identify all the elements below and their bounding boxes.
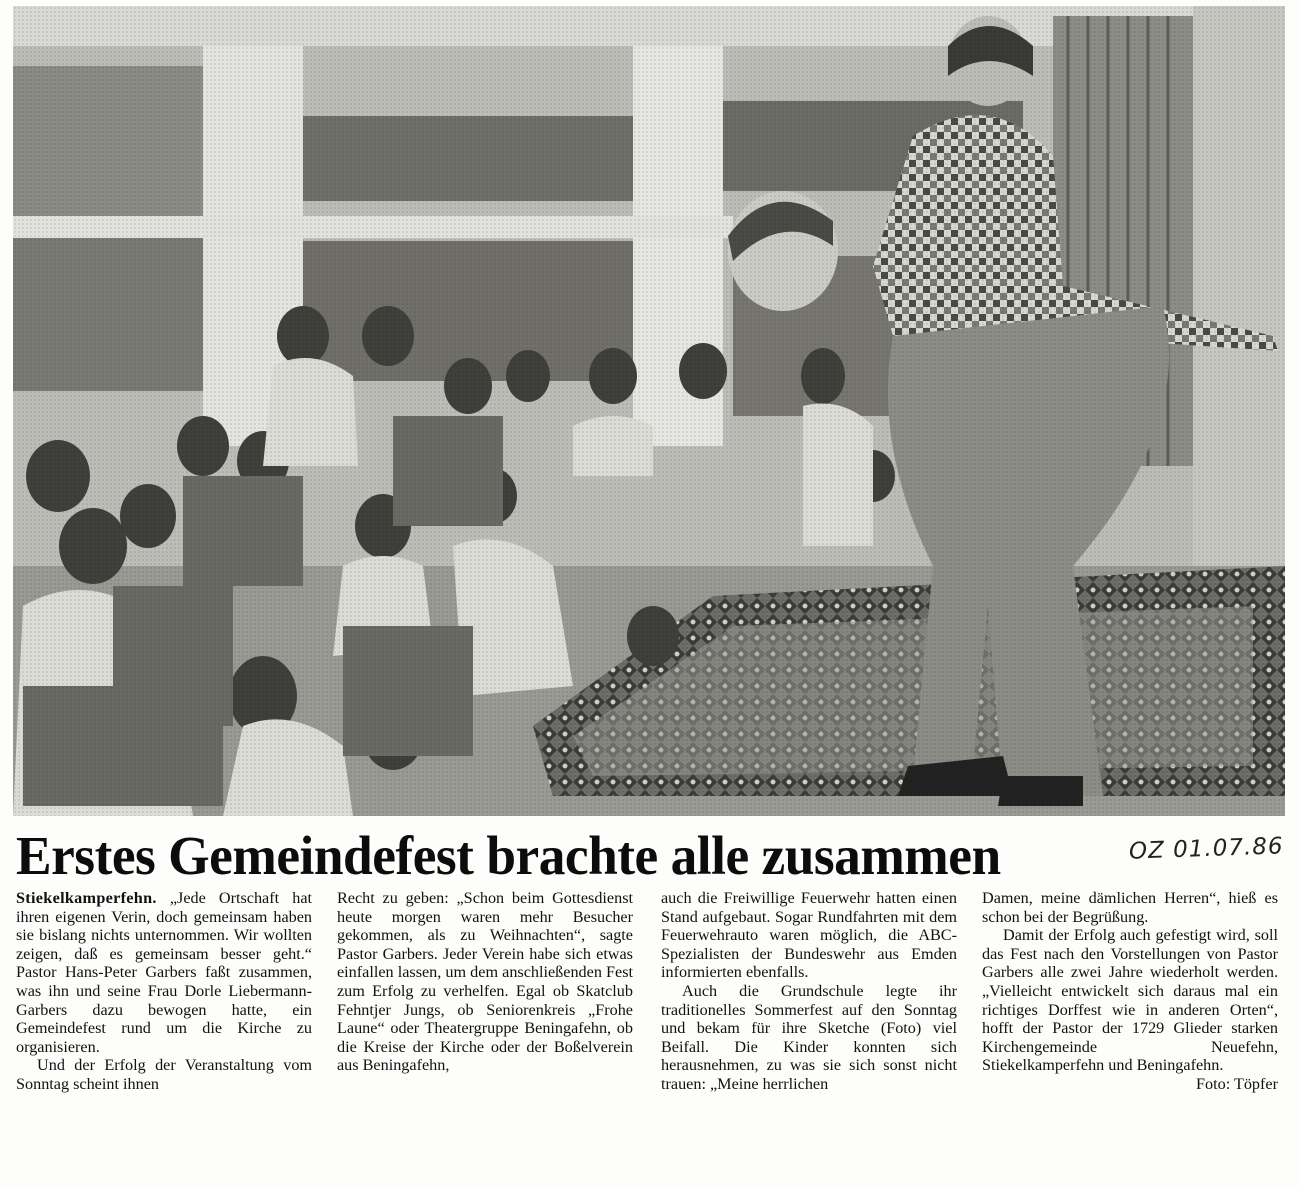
article-column-1	[16, 889, 312, 1184]
paragraph-text: „Jede Ortschaft hat ihren eigenen Verin, doch gemeinsam haben sie bislang nichts unternommen. Wir wollten zeigen, daß es gemeinsam besser geht.“ Pastor Hans-Peter Garbers faßt zusammen, was ihn und seine Frau Dorle Liebermann-Garbers dazu bewogen hatte, ein Gemeindefest rund um die Kirche zu organisieren.	[16, 889, 312, 1056]
article-column-2	[337, 889, 633, 1184]
handwritten-date-stamp: OZ 01.07.86	[1128, 833, 1285, 865]
paragraph: auch die Freiwillige Feuerwehr hatten einen Stand aufgebaut. Sogar Rundfahrten mit dem Feuerwehrauto waren möglich, die ABC-Spezialisten der Bundeswehr aus Emden informierten ebenfalls.	[661, 889, 957, 982]
paragraph: Und der Erfolg der Veranstaltung vom Sonntag scheint ihnen	[16, 1056, 312, 1093]
dateline: Stiekelkamperfehn.	[16, 889, 157, 907]
paragraph: Recht zu geben: „Schon beim Gottesdienst heute morgen waren mehr Besucher gekommen, als zu Weihnachten“, sagte Pastor Garbers. Jeder Verein habe sich etwas einfallen lassen, um dem anschließenden Fest zum Erfolg zu verhelfen. Egal ob Skatclub Fehntjer Jungs, ob Seniorenkreis „Frohe Laune“ oder Theatergruppe Beningafehn, ob die Kreise der Kirche oder der Boßelverein aus Beningafehn,	[337, 889, 633, 1075]
photo-credit: Foto: Töpfer	[1196, 1074, 1278, 1093]
paragraph: Auch die Grundschule legte ihr traditionelles Sommerfest auf den Sonntag und bekam für ihre Sketche (Foto) viel Beifall. Die Kinder konnten sich herausnehmen, zu was sie sich sonst nicht trauen: „Meine herrlichen	[661, 981, 957, 1093]
paragraph: Damen, meine dämlichen Herren“, hieß es schon bei der Begrüßung.	[982, 889, 1278, 926]
paragraph	[16, 889, 312, 1056]
photo-children-audience-performer-icon	[13, 6, 1285, 816]
paragraph	[982, 926, 1278, 1093]
article-column-4	[982, 889, 1278, 1184]
paragraph-text: Damit der Erfolg auch gefestigt wird, soll das Fest nach den Vorstellungen von Pastor Garbers alle zwei Jahre wiederholt werden. „Vielleicht entwickelt sich daraus mal ein richtiges Dorffest wie in anderen Orten“, hofft der Pastor der 1729 Glieder starken Kirchengemeinde Neuefehn, Stiekelkamperfehn und Beningafehn.	[982, 926, 1278, 1075]
article-column-3	[661, 889, 957, 1184]
article-body	[16, 889, 1286, 1184]
article-photo	[13, 6, 1285, 816]
article-headline: Erstes Gemeindefest brachte alle zusammen	[16, 825, 1001, 886]
